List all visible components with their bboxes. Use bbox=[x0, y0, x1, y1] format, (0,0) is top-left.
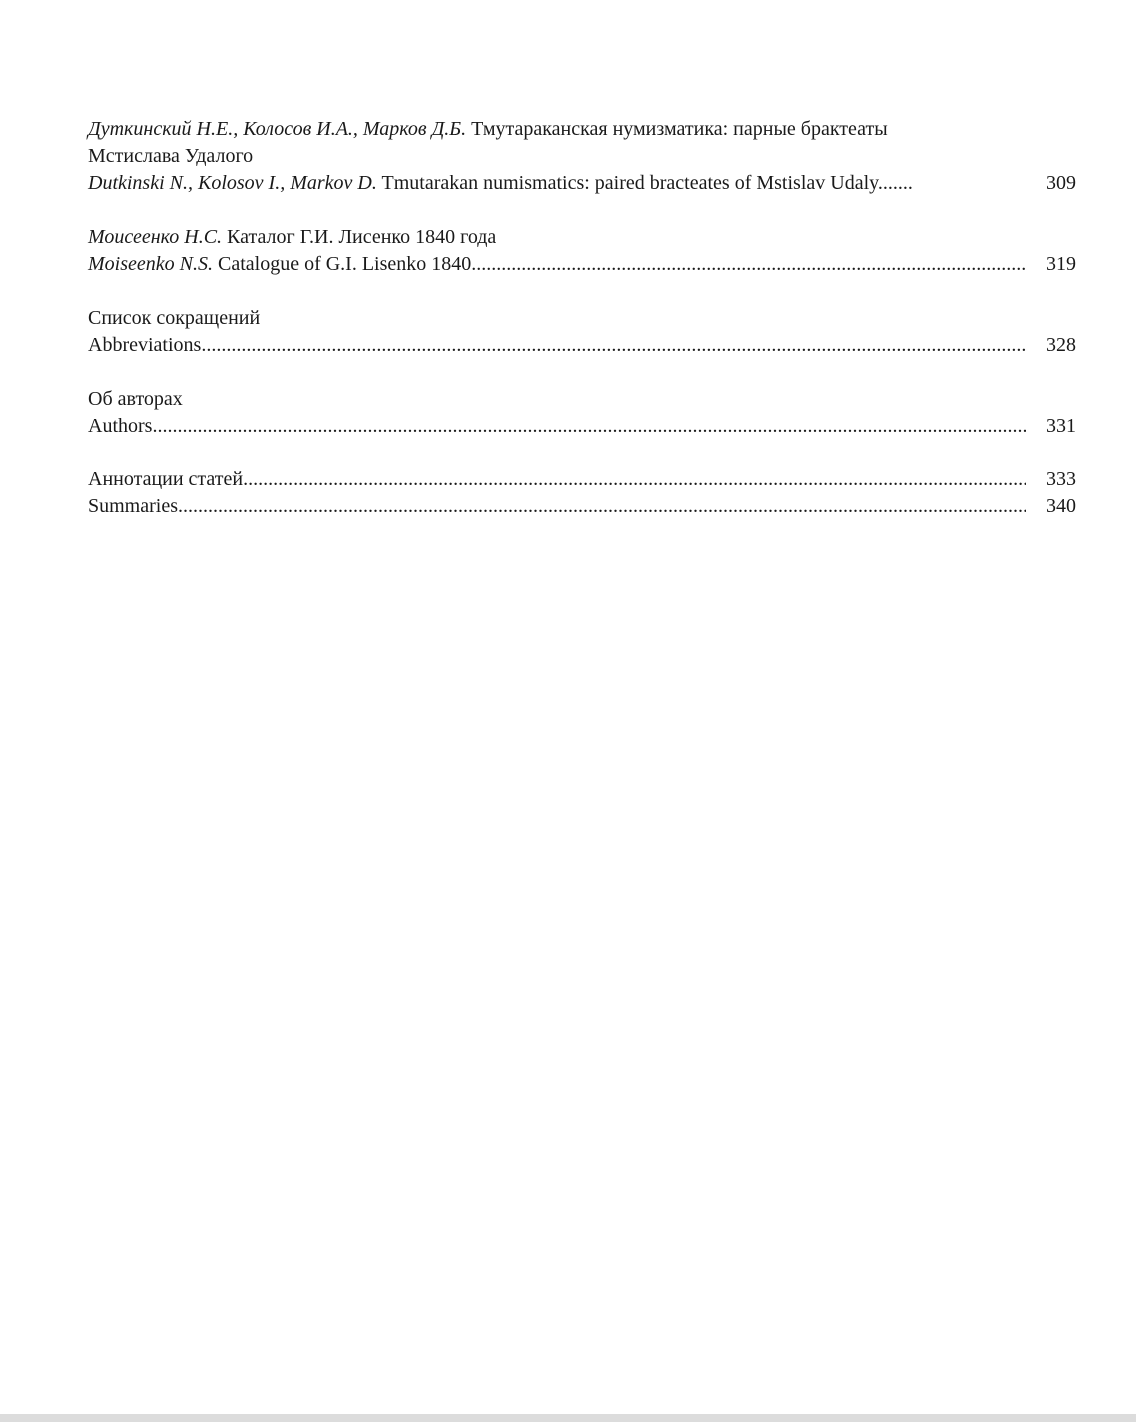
entry-en-title: Catalogue of G.I. Lisenko 1840 bbox=[217, 253, 472, 275]
toc-entry-en-line[interactable] bbox=[88, 493, 1076, 520]
annotations-ru-page-number: 333 bbox=[1046, 468, 1076, 490]
toc-entry-ru-heading bbox=[88, 116, 1076, 143]
toc-entry-dutkinski bbox=[88, 116, 1076, 197]
toc-entry-abbreviations bbox=[88, 305, 1076, 359]
annotations-ru-title: Аннотации статей bbox=[88, 468, 244, 490]
entry-en-authors: Moiseenko N.S. bbox=[88, 253, 213, 275]
entry-page-number: 331 bbox=[1046, 415, 1076, 437]
entry-en-title: Abbreviations bbox=[88, 334, 202, 356]
summaries-en-title: Summaries bbox=[88, 495, 178, 517]
toc-entry-annotations bbox=[88, 466, 1076, 520]
table-of-contents bbox=[88, 116, 1076, 520]
entry-ru-title: Список сокращений bbox=[88, 307, 261, 329]
entry-ru-authors: Дуткинский Н.Е., Колосов И.А., Марков Д.Б. bbox=[88, 118, 467, 140]
entry-en-title: Authors bbox=[88, 415, 153, 437]
entry-ru-title: Об авторах bbox=[88, 388, 183, 410]
toc-entry-en-line[interactable] bbox=[88, 251, 1076, 278]
entry-page-number: 328 bbox=[1046, 334, 1076, 356]
entry-ru-title-continuation: Мстислава Удалого bbox=[88, 145, 254, 167]
dot-leader bbox=[201, 332, 1026, 359]
summaries-en-page-number: 340 bbox=[1046, 495, 1076, 517]
toc-entry-en-line[interactable] bbox=[88, 170, 1076, 197]
entry-ru-authors: Моисеенко Н.С. bbox=[88, 226, 223, 248]
toc-entry-moiseenko bbox=[88, 224, 1076, 278]
entry-page-number: 309 bbox=[1046, 172, 1076, 194]
dot-leader bbox=[243, 466, 1026, 493]
toc-entry-authors bbox=[88, 386, 1076, 440]
dot-leader bbox=[471, 251, 1026, 278]
entry-ru-title: Тмутараканская нумизматика: парные брактеаты bbox=[471, 118, 888, 140]
page-bottom-edge bbox=[0, 1414, 1136, 1422]
entry-ru-title: Каталог Г.И. Лисенко 1840 года bbox=[227, 226, 497, 248]
toc-entry-ru-line[interactable] bbox=[88, 466, 1076, 493]
entry-page-number: 319 bbox=[1046, 253, 1076, 275]
toc-entry-en-line[interactable] bbox=[88, 413, 1076, 440]
dot-leader bbox=[178, 493, 1026, 520]
entry-en-authors: Dutkinski N., Kolosov I., Markov D. bbox=[88, 172, 377, 194]
toc-entry-ru-heading bbox=[88, 224, 1076, 251]
dot-leader bbox=[152, 413, 1026, 440]
entry-en-title: Tmutarakan numismatics: paired bracteates of Mstislav Udaly....... bbox=[381, 172, 913, 194]
toc-entry-en-line[interactable] bbox=[88, 332, 1076, 359]
entry-en-heading bbox=[88, 170, 913, 197]
entry-en-heading bbox=[88, 251, 471, 278]
